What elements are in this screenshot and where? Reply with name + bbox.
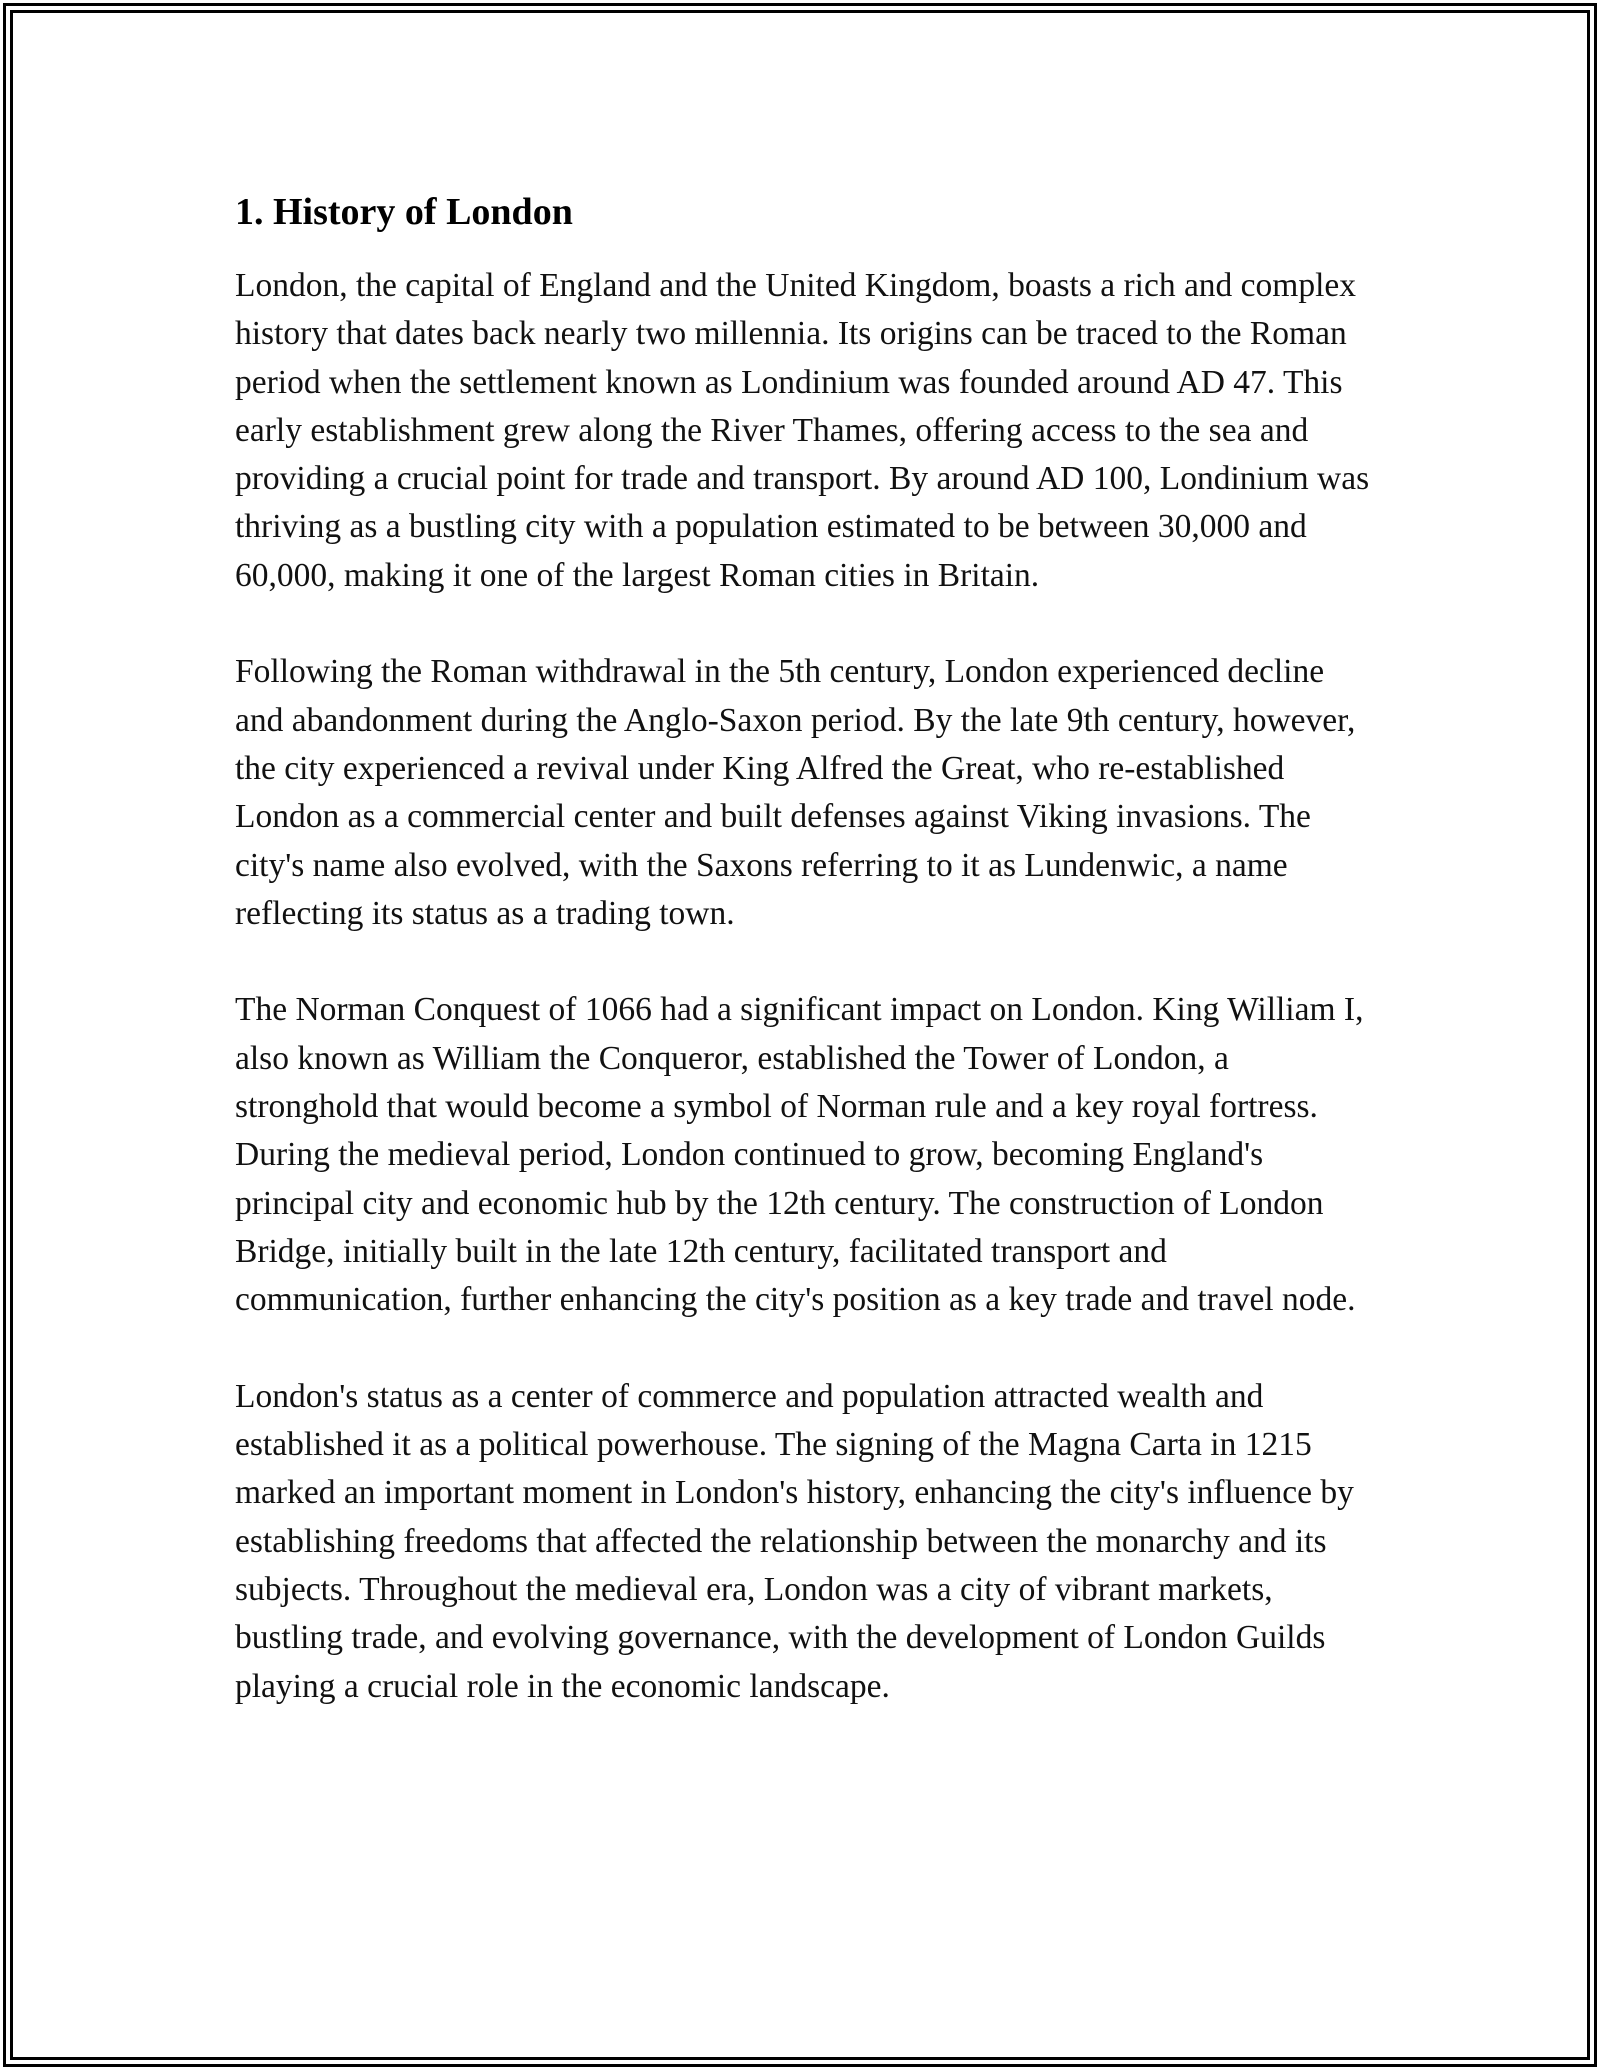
section-heading: 1. History of London [235, 191, 573, 233]
paragraph-norman-conquest: The Norman Conquest of 1066 had a significant impact on London. King William I, also known as William the Conqueror, established the Tower of London, a stronghold that would become a symbol of Norman rule and a key royal fortress. During the medieval period, London continued to grow, becoming England's principal city and economic hub by the 12th century. The construction of London Bridge, initially built in the late 12th century, facilitated transport and communication, further enhancing the city's position as a key trade and travel node. [235, 991, 1364, 1319]
paragraph-magna-carta: London's status as a center of commerce and population attracted wealth and established it as a political powerhouse. The signing of the Magna Carta in 1215 marked an important moment in London's history, enhancing the city's influence by establishing freedoms that affected the relationship between the monarchy and its subjects. Throughout the medieval era, London was a city of vibrant markets, bustling trade, and evolving governance, with the development of London Guilds playing a crucial role in the economic landscape. [235, 1377, 1354, 1705]
paragraph-anglo-saxon: Following the Roman withdrawal in the 5th century, London experienced decline and abandonment during the Anglo-Saxon period. By the late 9th century, however, the city experienced a revival under King Alfred the Great, who re-established London as a commercial center and built defenses against Viking invasions. The city's name also evolved, with the Saxons referring to it as Lundenwic, a name reflecting its status as a trading town. [235, 653, 1356, 932]
paragraph-roman-origins: London, the capital of England and the United Kingdom, boasts a rich and complex history that dates back nearly two millennia. Its origins can be traced to the Roman period when the settlement known as Londinium was founded around AD 47. This early establishment grew along the River Thames, offering access to the sea and providing a crucial point for trade and transport. By around AD 100, Londinium was thriving as a bustling city with a population estimated to be between 30,000 and 60,000, making it one of the largest Roman cities in Britain. [235, 267, 1370, 594]
document-body [235, 186, 1370, 1759]
